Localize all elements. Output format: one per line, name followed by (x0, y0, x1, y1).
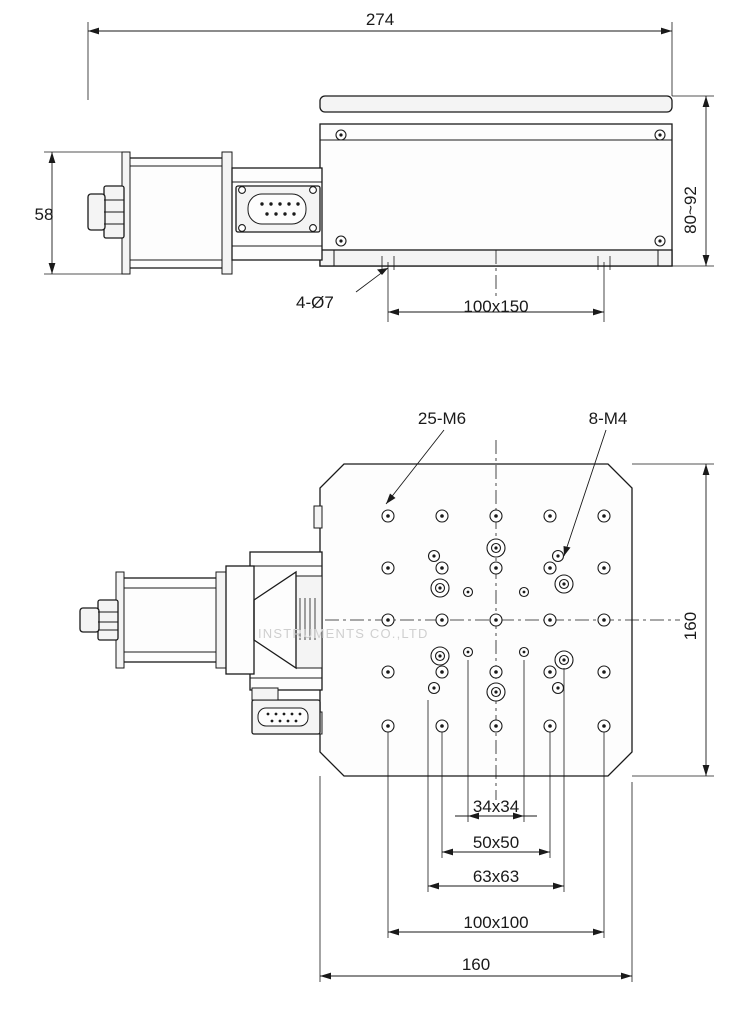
side-view-group (44, 22, 714, 322)
dim-label-stage-height: 80~92 (681, 186, 700, 234)
dim-label-mounting-holes: 4-Ø7 (296, 293, 334, 312)
dim-label-bottom-pattern: 100x150 (463, 297, 529, 316)
dsub-connector-side (236, 186, 320, 232)
dim-label-plate-depth: 160 (681, 611, 700, 641)
dim-label-plate-width: 160 (461, 955, 491, 974)
dim-label-25-m6: 25-M6 (417, 409, 467, 428)
watermark-text: INSTRUMENTS CO.,LTD (258, 626, 429, 641)
dim-label-pattern-34: 34x34 (472, 797, 520, 816)
dim-label-pattern-100: 100x100 (463, 913, 529, 932)
dim-overall-length (88, 22, 672, 100)
dim-label-overall-length: 274 (365, 10, 395, 29)
dim-label-8-m4: 8-M4 (588, 409, 628, 428)
dim-stage-height (672, 96, 714, 266)
top-view-group (80, 430, 714, 982)
stepper-motor-plan (80, 552, 322, 734)
leader-4-dia7 (356, 268, 388, 292)
dim-label-motor-height: 58 (34, 205, 54, 224)
dim-label-pattern-63: 63x63 (472, 867, 520, 886)
dim-label-pattern-50: 50x50 (472, 833, 520, 852)
